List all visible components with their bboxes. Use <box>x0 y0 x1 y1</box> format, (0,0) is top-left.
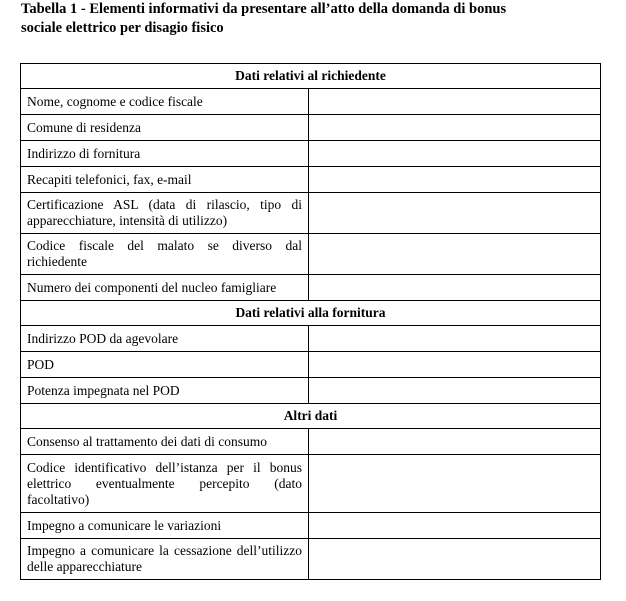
section-title: Altri dati <box>21 404 601 429</box>
section-header-richiedente <box>21 64 601 89</box>
row-value-cell <box>309 513 601 539</box>
table-row <box>21 167 601 193</box>
row-value-cell <box>309 352 601 378</box>
table-row <box>21 513 601 539</box>
caption-line-1: Tabella 1 - Elementi informativi da presentare all’atto della domanda di bonus <box>21 1 507 17</box>
row-label: Potenza impegnata nel POD <box>21 378 309 404</box>
section-header-fornitura <box>21 301 601 326</box>
row-label: Impegno a comunicare le variazioni <box>21 513 309 539</box>
row-label: Codice fiscale del malato se diverso dal richiedente <box>21 234 309 275</box>
table-row <box>21 115 601 141</box>
table-row <box>21 539 601 580</box>
caption-line-2: sociale elettrico per disagio fisico <box>21 20 224 36</box>
row-label: Impegno a comunicare la cessazione dell’utilizzo delle apparecchiature <box>21 539 309 580</box>
table-row <box>21 89 601 115</box>
table-caption <box>21 0 606 38</box>
table-row <box>21 455 601 513</box>
row-value-cell <box>309 326 601 352</box>
table-row <box>21 141 601 167</box>
table-row <box>21 275 601 301</box>
row-label: Numero dei componenti del nucleo famigliare <box>21 275 309 301</box>
row-value-cell <box>309 167 601 193</box>
row-value-cell <box>309 429 601 455</box>
row-value-cell <box>309 234 601 275</box>
table-row <box>21 352 601 378</box>
row-value-cell <box>309 539 601 580</box>
table-row <box>21 193 601 234</box>
row-label: Nome, cognome e codice fiscale <box>21 89 309 115</box>
section-header-altri-dati <box>21 404 601 429</box>
table-row <box>21 326 601 352</box>
row-label: Recapiti telefonici, fax, e-mail <box>21 167 309 193</box>
row-value-cell <box>309 378 601 404</box>
row-value-cell <box>309 193 601 234</box>
info-table <box>20 63 601 580</box>
row-label: Certificazione ASL (data di rilascio, tipo di apparecchiature, intensità di utilizzo) <box>21 193 309 234</box>
row-label: Codice identificativo dell’istanza per il bonus elettrico eventualmente percepito (dato facoltativo) <box>21 455 309 513</box>
row-value-cell <box>309 141 601 167</box>
row-label: Indirizzo di fornitura <box>21 141 309 167</box>
section-title: Dati relativi al richiedente <box>21 64 601 89</box>
row-value-cell <box>309 115 601 141</box>
row-label: Consenso al trattamento dei dati di consumo <box>21 429 309 455</box>
row-value-cell <box>309 89 601 115</box>
row-label: Indirizzo POD da agevolare <box>21 326 309 352</box>
row-label: Comune di residenza <box>21 115 309 141</box>
row-label: POD <box>21 352 309 378</box>
table-row <box>21 429 601 455</box>
row-value-cell <box>309 455 601 513</box>
table-row <box>21 378 601 404</box>
section-title: Dati relativi alla fornitura <box>21 301 601 326</box>
table-row <box>21 234 601 275</box>
row-value-cell <box>309 275 601 301</box>
